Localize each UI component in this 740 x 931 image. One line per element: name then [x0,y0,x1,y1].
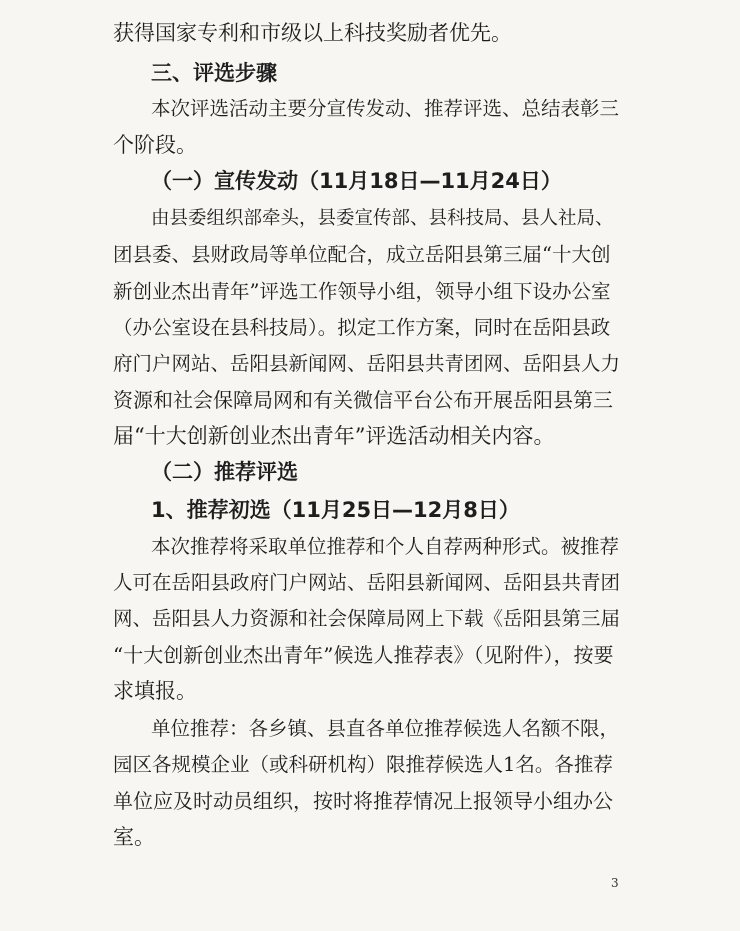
step-heading: 1、推荐初选（11月25日—12月8日） [151,498,520,522]
text-line: 新创业杰出青年”评选工作领导小组，领导小组下设办公室 [113,280,611,303]
text-line: 届“十大创新创业杰出青年”评选活动相关内容。 [113,424,555,448]
text-line: 求填报。 [113,679,197,703]
text-line: 网、岳阳县人力资源和社会保障局网上下载《岳阳县第三届 [113,607,621,630]
text-line: 园区各规模企业（或科研机构）限推荐候选人1名。各推荐 [113,753,613,776]
text-line: 室。 [113,825,155,849]
text-line: 府门户网站、岳阳县新闻网、岳阳县共青团网、岳阳县人力 [113,352,621,375]
text-line: 由县委组织部牵头，县委宣传部、县科技局、县人社局、 [151,208,614,229]
text-line: 单位推荐：各乡镇、县直各单位推荐候选人名额不限， [151,717,620,740]
text-line: 获得国家专利和市级以上科技奖励者优先。 [113,21,512,45]
page-number: 3 [611,876,619,890]
text-line: 团县委、县财政局等单位配合，成立岳阳县第三届“十大创 [113,243,611,266]
section-heading: 三、评选步骤 [151,61,277,85]
subsection-heading: （二）推荐评选 [151,460,298,484]
text-line: （办公室设在县科技局）。拟定工作方案，同时在岳阳县政 [113,316,611,339]
text-line: 本次推荐将采取单位推荐和个人自荐两种形式。被推荐 [151,535,620,558]
text-line: 本次评选活动主要分宣传发动、推荐评选、总结表彰三 [151,97,620,120]
text-line: 人可在岳阳县政府门户网站、岳阳县新闻网、岳阳县共青团 [113,571,621,594]
text-line: 资源和社会保障局网和有关微信平台公布开展岳阳县第三 [113,388,613,412]
text-line: “十大创新创业杰出青年”候选人推荐表》（见附件），按要 [113,643,614,667]
text-line: 单位应及时动员组织，按时将推荐情况上报领导小组办公 [113,789,613,813]
subsection-heading: （一）宣传发动（11月18日—11月24日） [151,169,562,193]
text-line: 个阶段。 [113,133,197,157]
